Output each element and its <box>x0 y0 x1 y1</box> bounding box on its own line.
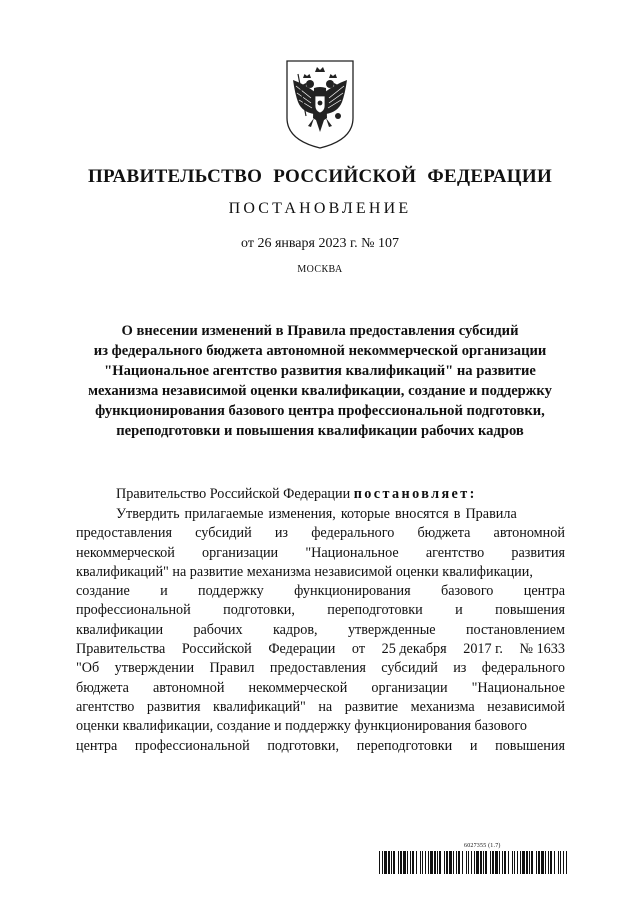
body-word: утвержденные <box>347 621 436 638</box>
body-word: утверждении <box>114 660 195 677</box>
barcode-bar <box>520 851 521 874</box>
body-word: и <box>469 737 478 754</box>
body-word: базового <box>441 583 494 600</box>
body-word: функционирования <box>294 583 411 600</box>
body-word: из <box>274 525 289 542</box>
barcode-bar <box>558 851 559 874</box>
subject-line: О внесении изменений в Правила предоставления субсидий <box>121 323 519 339</box>
barcode-bar <box>529 851 530 874</box>
barcode-bar <box>536 851 537 874</box>
body-word: агентство <box>76 698 135 715</box>
government-title: ПРАВИТЕЛЬСТВО РОССИЙСКОЙ ФЕДЕРАЦИИ <box>87 166 553 187</box>
body-word: некоммерческой <box>248 679 348 696</box>
barcode-bar <box>490 851 491 874</box>
body-line <box>76 524 565 543</box>
body-word: бюджета <box>76 679 129 696</box>
barcode-bar <box>430 851 433 874</box>
preamble <box>116 486 477 503</box>
body-line <box>76 563 565 582</box>
body-word: агентство <box>425 544 485 561</box>
body-word: из <box>453 660 467 677</box>
body-paragraph <box>76 505 565 756</box>
body-word: Правительства <box>76 641 166 658</box>
barcode-bar <box>453 851 454 874</box>
barcode-bar <box>458 851 460 874</box>
body-word: рабочих <box>193 621 243 638</box>
body-line <box>76 505 565 524</box>
body-line <box>76 698 565 717</box>
preamble-text: Правительство Российской Федерации <box>116 486 351 502</box>
barcode-bar <box>456 851 457 874</box>
barcode-bar <box>545 851 546 874</box>
body-word: федерального <box>311 525 395 542</box>
body-word: Российской <box>181 641 252 658</box>
body-line <box>76 737 565 756</box>
barcode-bar <box>428 851 429 874</box>
body-word: квалификаций" <box>213 698 306 715</box>
body-word: механизма <box>410 698 475 715</box>
barcode-bar <box>538 851 540 874</box>
body-word: развития <box>511 544 565 561</box>
barcode-bar <box>446 851 448 874</box>
barcode-icon <box>379 851 568 874</box>
barcode-bar <box>512 851 513 874</box>
body-word: независимой <box>487 698 565 715</box>
barcode-bar <box>474 851 475 874</box>
body-word: Утвердить <box>116 506 180 522</box>
body-word: развития <box>146 698 201 715</box>
body-word: федерального <box>481 660 565 677</box>
body-word: переподготовки <box>356 737 453 754</box>
barcode-bar <box>563 851 564 874</box>
body-word: которые <box>340 506 390 522</box>
subject-line: механизма независимой оценки квалификации, создание и поддержку <box>88 383 552 399</box>
barcode-bar <box>437 851 438 874</box>
barcode-bar <box>471 851 472 874</box>
barcode-bar <box>444 851 445 874</box>
document-date-number: от 26 января 2023 г. № 107 <box>241 236 399 251</box>
barcode-bar <box>480 851 482 874</box>
body-word: Федерации <box>268 641 336 658</box>
barcode-bar <box>554 851 555 874</box>
body-word: подготовки, <box>267 737 340 754</box>
barcode-bar <box>492 851 494 874</box>
barcode-bar <box>468 851 469 874</box>
body-word: "Национальное <box>471 679 565 696</box>
body-word: и <box>160 583 168 600</box>
body-word: центра <box>523 583 565 600</box>
barcode-bar <box>382 851 383 874</box>
body-word: вносятся <box>394 506 449 522</box>
barcode-bar <box>522 851 525 874</box>
body-word: № 1633 <box>519 641 565 658</box>
barcode-bar <box>403 851 406 874</box>
barcode-bar <box>476 851 479 874</box>
barcode-bar <box>422 851 423 874</box>
barcode-bar <box>449 851 452 874</box>
barcode-bar <box>508 851 509 874</box>
barcode-bar <box>495 851 498 874</box>
body-word: и <box>455 602 463 619</box>
barcode-bar <box>434 851 436 874</box>
barcode-bar <box>412 851 414 874</box>
body-word: переподготовки <box>327 602 423 619</box>
barcode-bar <box>416 851 417 874</box>
body-word: "Национальное <box>305 544 399 561</box>
barcode-bar <box>502 851 503 874</box>
barcode-number: 6027355 (1.7) <box>464 843 501 849</box>
russian-coat-of-arms-icon <box>284 58 356 150</box>
subject-line: из федерального бюджета автономной некоммерческой организации <box>93 343 547 359</box>
subject-line: "Национальное агентство развития квалификаций" на развитие <box>104 363 536 379</box>
body-word: кадров, <box>272 621 318 638</box>
body-word: бюджета <box>417 525 471 542</box>
barcode-bar <box>526 851 528 874</box>
body-word: организации <box>201 544 279 561</box>
barcode-bar <box>379 851 380 874</box>
body-word: автономной <box>152 679 225 696</box>
barcode-bar <box>517 851 518 874</box>
barcode-bar <box>466 851 467 874</box>
body-word: оценки квалификации, создание и поддержку функционирования базового <box>76 718 527 735</box>
document-subject <box>60 321 580 441</box>
document-type: ПОСТАНОВЛЕНИЕ <box>228 200 412 217</box>
barcode-bar <box>398 851 399 874</box>
barcode-bar <box>504 851 506 874</box>
body-word: квалификации <box>76 621 164 638</box>
body-word: субсидий <box>381 660 438 677</box>
barcode-bar <box>566 851 567 874</box>
body-word: от <box>351 641 366 658</box>
body-word: субсидий <box>195 525 252 542</box>
body-word: создание <box>76 583 130 600</box>
body-word: предоставления <box>269 660 366 677</box>
barcode-bar <box>425 851 426 874</box>
body-word: 2017 г. <box>463 641 503 658</box>
body-line <box>76 544 565 563</box>
document-city: МОСКВА <box>297 264 343 275</box>
body-word: на <box>318 698 333 715</box>
body-word: прилагаемые <box>184 506 264 522</box>
body-line <box>76 659 565 678</box>
body-line <box>76 679 565 698</box>
subject-line: переподготовки и повышения квалификации рабочих кадров <box>116 423 524 439</box>
barcode-bar <box>531 851 533 874</box>
body-word: 25 декабря <box>381 641 447 658</box>
body-line <box>76 601 565 620</box>
barcode-bar <box>388 851 390 874</box>
barcode-bar <box>410 851 411 874</box>
body-line <box>76 640 565 659</box>
body-word: профессиональной <box>76 602 191 619</box>
barcode-bar <box>548 851 549 874</box>
barcode-bar <box>391 851 392 874</box>
body-line <box>76 621 565 640</box>
barcode-bar <box>420 851 421 874</box>
body-word: центра <box>76 737 118 754</box>
body-line <box>76 717 565 736</box>
body-word: постановлением <box>465 621 565 638</box>
preamble-decree-word: постановляет: <box>353 486 477 502</box>
body-word: организации <box>371 679 448 696</box>
barcode-bar <box>400 851 402 874</box>
body-word: квалификаций" на развитие механизма независимой оценки квалификации, <box>76 563 533 580</box>
body-word: профессиональной <box>134 737 250 754</box>
barcode-bar <box>407 851 408 874</box>
body-word: развитие <box>344 698 399 715</box>
barcode-bar <box>514 851 515 874</box>
barcode-bar <box>393 851 395 874</box>
body-word: подготовки, <box>223 602 295 619</box>
body-word: "Об <box>76 660 100 677</box>
barcode-bar <box>384 851 387 874</box>
body-word: некоммерческой <box>76 544 175 561</box>
body-word: поддержку <box>198 583 264 600</box>
body-word: автономной <box>493 525 565 542</box>
barcode-bar <box>483 851 484 874</box>
barcode-bar <box>462 851 463 874</box>
body-word: Правила <box>465 506 517 522</box>
barcode-bar <box>499 851 500 874</box>
body-word: Правил <box>209 660 255 677</box>
body-word: предоставления <box>76 525 173 542</box>
barcode-bar <box>560 851 561 874</box>
subject-line: функционирования базового центра профессиональной подготовки, <box>95 403 545 419</box>
body-word: повышения <box>495 737 565 754</box>
body-word: изменения, <box>268 506 336 522</box>
body-word: повышения <box>495 602 565 619</box>
barcode-bar <box>550 851 552 874</box>
body-line <box>76 582 565 601</box>
barcode-bar <box>439 851 441 874</box>
body-word: в <box>453 506 461 522</box>
barcode-bar <box>541 851 544 874</box>
barcode-bar <box>485 851 487 874</box>
